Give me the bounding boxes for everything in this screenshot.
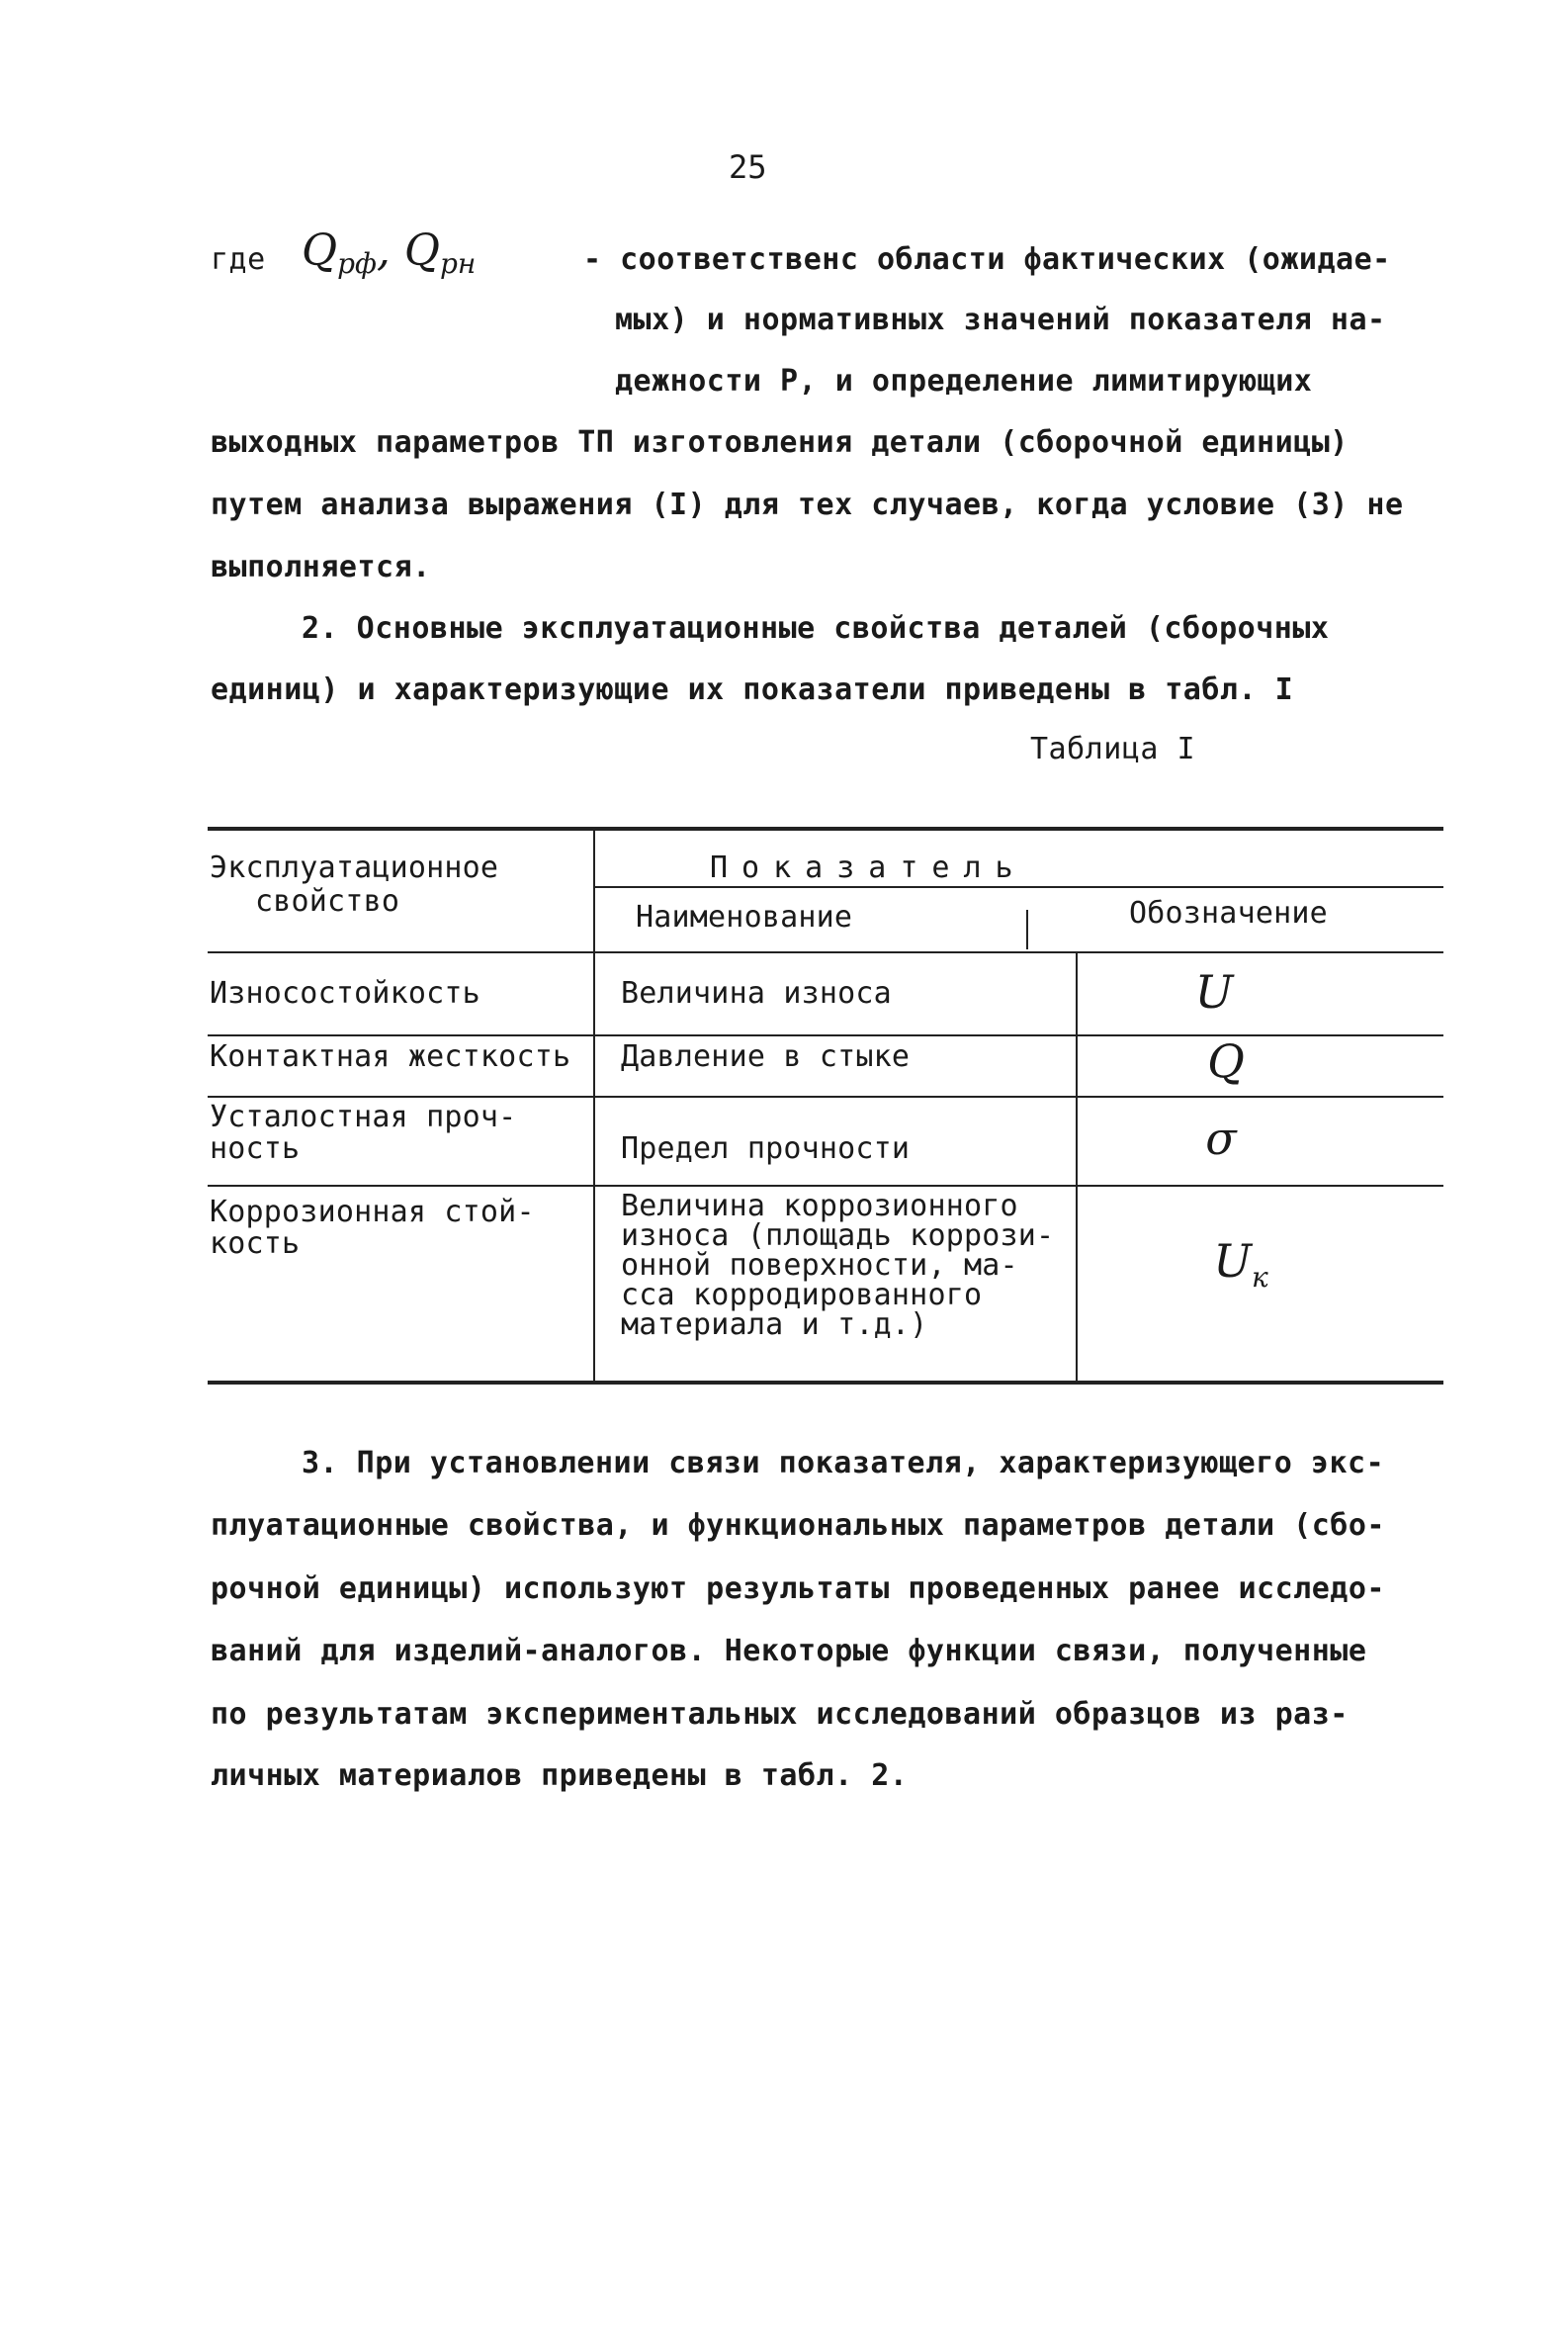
header-property-line-1: Эксплуатационное — [210, 850, 499, 885]
row-3-symbol: σ — [1205, 1112, 1237, 1165]
formula-separator: , — [376, 225, 391, 276]
formula-q2: Q — [403, 225, 440, 276]
row-4-property-line-1: Коррозионная стой- — [210, 1195, 535, 1229]
row-3-property-line-2: ность — [210, 1131, 301, 1166]
row-2-symbol: Q — [1207, 1034, 1245, 1088]
row-4-symbol: $U_к$ — [1213, 1234, 1268, 1294]
where-word: где — [211, 242, 266, 277]
header-name: Наименование — [636, 900, 853, 935]
group-header-rule — [593, 886, 1443, 888]
intro-line-1: - соответственс области фактических (ожидае- — [583, 242, 1391, 277]
para2-line-2: единиц) и характеризующие их показатели приведены в табл. I — [211, 672, 1294, 707]
intro-line-5: путем анализа выражения (I) для тех случаев, когда условие (3) не — [211, 488, 1404, 522]
row-2-property: Контактная жесткость — [210, 1039, 571, 1074]
intro-line-2: мых) и нормативных значений показателя на- — [615, 303, 1386, 337]
para3-line-5: по результатам экспериментальных исследований образцов из раз- — [211, 1697, 1349, 1732]
para3-line-6: личных материалов приведены в табл. 2. — [211, 1758, 909, 1793]
page-number: 25 — [729, 148, 767, 186]
para3-line-2: плуатационные свойства, и функциональных параметров детали (сбо- — [211, 1508, 1385, 1543]
formula-q1: Q — [302, 225, 338, 276]
para2-line-1: 2. Основные эксплуатационные свойства деталей (сборочных — [302, 611, 1330, 646]
header-symbol: Обозначение — [1129, 896, 1328, 931]
para3-line-1: 3. При установлении связи показателя, характеризующего экс- — [302, 1446, 1385, 1480]
row-1-property: Износостойкость — [210, 976, 480, 1011]
col-divider-2 — [1076, 951, 1078, 1381]
row-1-symbol: U — [1194, 965, 1234, 1019]
col-divider-1 — [593, 827, 595, 1381]
row-4-name-line-5: материала и т.д.) — [621, 1307, 928, 1342]
table-top-rule — [208, 827, 1443, 831]
formula-q1-sub: рф — [337, 247, 377, 280]
para3-line-3: рочной единицы) используют результаты проведенных ранее исследо- — [211, 1571, 1385, 1606]
row-2-name: Давление в стыке — [621, 1039, 911, 1074]
row-3-bottom-rule — [208, 1185, 1443, 1187]
row-4-name-line-1: Величина коррозионного — [621, 1189, 1018, 1223]
row-4-name-line-3: онной поверхности, ма- — [621, 1248, 1018, 1283]
header-property-line-2: свойство — [255, 884, 400, 919]
formula-q-rf-q-rn — [302, 225, 476, 280]
row-3-name: Предел прочности — [621, 1131, 911, 1166]
formula-q2-sub: рн — [440, 247, 477, 280]
row-4-name-line-2: износа (площадь коррози- — [621, 1218, 1055, 1253]
row-4-name-line-4: сса корродированного — [621, 1278, 983, 1312]
row-1-bottom-rule — [208, 1034, 1443, 1036]
row-4-property-line-2: кость — [210, 1226, 301, 1261]
row-3-property-line-1: Усталостная проч- — [210, 1100, 517, 1134]
row-1-name: Величина износа — [621, 976, 892, 1011]
table-bottom-rule — [208, 1381, 1443, 1385]
table-caption: Таблица I — [1030, 732, 1196, 766]
intro-line-6: выполняется. — [211, 550, 431, 584]
header-bottom-rule — [208, 951, 1443, 953]
intro-line-4: выходных параметров ТП изготовления детали (сборочной единицы) — [211, 425, 1349, 460]
para3-line-4: ваний для изделий-аналогов. Некоторые функции связи, полученные — [211, 1634, 1367, 1668]
intro-line-3: дежности Р, и определение лимитирующих — [615, 364, 1313, 399]
row-2-bottom-rule — [208, 1096, 1443, 1098]
header-indicator-group: Показатель — [710, 850, 1027, 885]
col-divider-2-header — [1026, 910, 1028, 949]
